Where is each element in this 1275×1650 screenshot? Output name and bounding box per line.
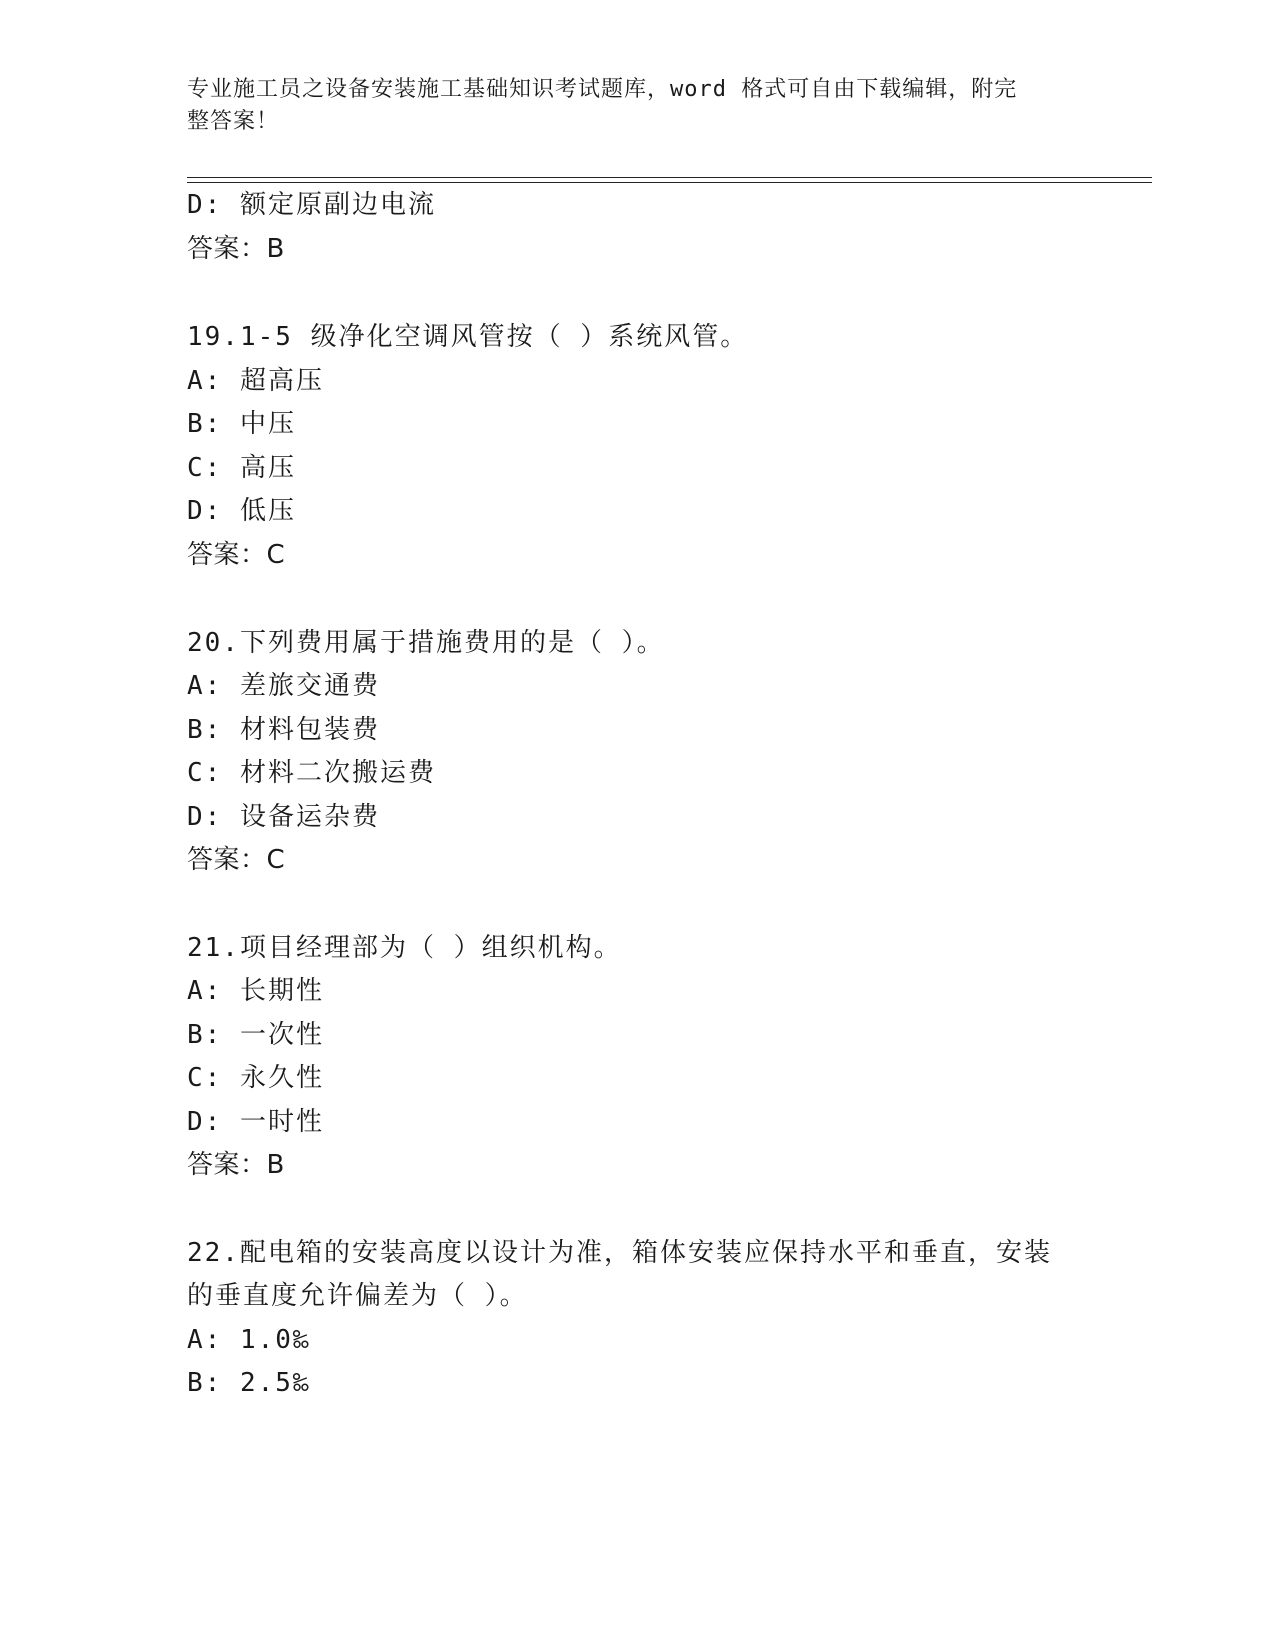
header-title-line-2: 整答案！ (187, 109, 280, 134)
question-19-option-a: A: 超高压 (187, 366, 324, 396)
question-20-option-b: B: 材料包装费 (187, 715, 380, 745)
header-title-line-1: 专业施工员之设备安装施工基础知识考试题库，word 格式可自由下载编辑，附完 (187, 77, 1018, 102)
question-20-option-d: D: 设备运杂费 (187, 802, 380, 832)
prev-question-answer: 答案：B (187, 234, 285, 264)
question-22-stem-line-1: 22.配电箱的安装高度以设计为准，箱体安装应保持水平和垂直，安装 (187, 1238, 1052, 1268)
question-19-option-b: B: 中压 (187, 409, 296, 439)
question-19-option-d: D: 低压 (187, 496, 296, 526)
question-22-stem-line-2: 的垂直度允许偏差为（ ）。 (187, 1281, 528, 1311)
question-21-stem: 21.项目经理部为（ ）组织机构。 (187, 933, 622, 963)
header-divider-bottom (187, 182, 1152, 183)
prev-question-option-d: D: 额定原副边电流 (187, 190, 436, 220)
question-20-option-a: A: 差旅交通费 (187, 671, 380, 701)
question-19-option-c: C: 高压 (187, 453, 296, 483)
question-19-answer: 答案：C (187, 540, 286, 570)
question-21-option-a: A: 长期性 (187, 976, 324, 1006)
question-20-option-c: C: 材料二次搬运费 (187, 758, 436, 788)
header-divider-top (187, 177, 1152, 178)
document-header (187, 74, 1067, 138)
question-22-option-b: B: 2.5‰ (187, 1368, 311, 1398)
question-20-answer: 答案：C (187, 845, 286, 875)
question-21-option-b: B: 一次性 (187, 1020, 324, 1050)
question-21-answer: 答案：B (187, 1150, 285, 1180)
question-20-stem: 20.下列费用属于措施费用的是（ ）。 (187, 628, 665, 658)
question-22-option-a: A: 1.0‰ (187, 1325, 311, 1355)
question-21-option-c: C: 永久性 (187, 1063, 324, 1093)
question-21-option-d: D: 一时性 (187, 1107, 324, 1137)
question-19-stem: 19.1-5 级净化空调风管按（ ）系统风管。 (187, 322, 749, 352)
